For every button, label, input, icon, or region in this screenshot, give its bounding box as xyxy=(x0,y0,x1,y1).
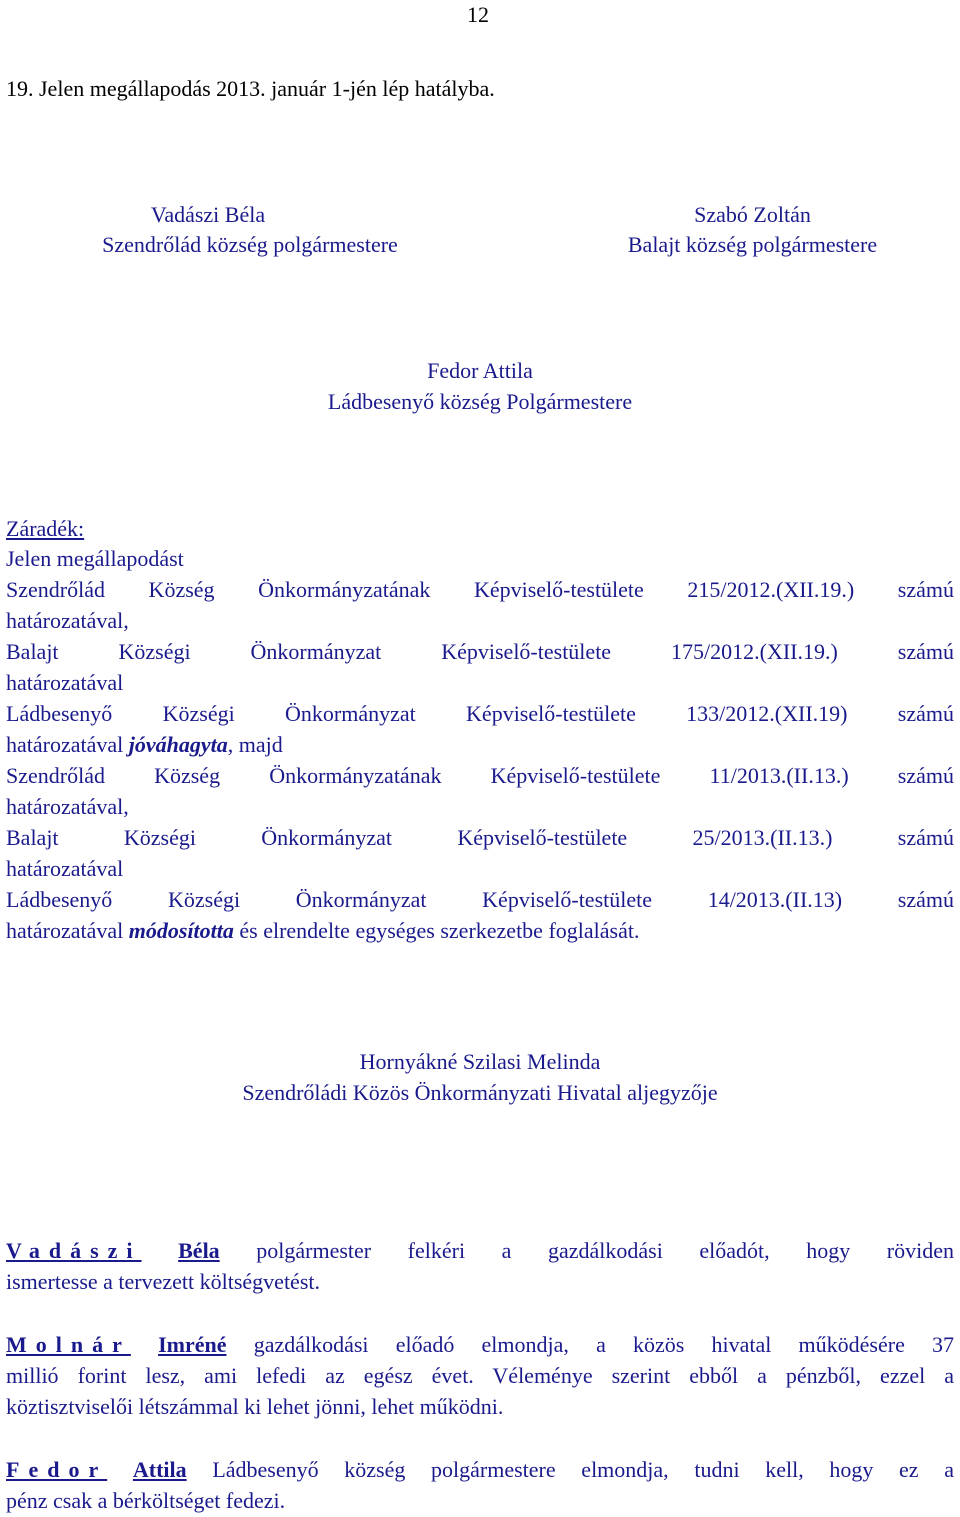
speaker-name: Béla xyxy=(178,1238,220,1263)
clause-line: Jelen megállapodást xyxy=(6,546,184,571)
paragraph-2-line: köztisztviselői létszámmal ki lehet jönni, lehet működni. xyxy=(6,1394,504,1419)
clause-text: , majd xyxy=(227,732,283,757)
speaker-name: Attila xyxy=(132,1457,187,1482)
paragraph-3-line: pénz csak a bérköltséget fedezi. xyxy=(6,1488,286,1513)
paragraph-2-line xyxy=(6,1332,954,1358)
signature-center-name: Fedor Attila xyxy=(427,358,533,383)
clause-emphasis: módosította xyxy=(128,918,234,943)
clause-line: Ládbesenyő Községi Önkormányzat Képviselő-testülete 133/2012.(XII.19) számú xyxy=(6,701,954,726)
clause-line: határozatával xyxy=(6,856,124,881)
paragraph-2-line: millió forint lesz, ami lefedi az egész évet. Véleménye szerint ebből a pénzből, ezzel a xyxy=(6,1363,954,1388)
clause-modification-line xyxy=(6,918,639,944)
clause-text: határozatával xyxy=(6,918,129,943)
speaker-name: Fedor xyxy=(6,1457,108,1482)
signature-center-title: Ládbesenyő község Polgármestere xyxy=(327,389,633,414)
paragraph-text: Ládbesenyő község polgármestere elmondja, tudni kell, hogy ez a xyxy=(212,1457,955,1482)
signature-right-name: Szabó Zoltán xyxy=(694,202,811,227)
clause-approval-line xyxy=(6,732,283,758)
clause-line: Balajt Községi Önkormányzat Képviselő-testülete 25/2013.(II.13.) számú xyxy=(6,825,954,850)
signature-left-name: Vadászi Béla xyxy=(150,202,266,227)
signature-left-title: Szendrőlád község polgármestere xyxy=(102,232,398,257)
paragraph-3-line xyxy=(6,1457,954,1483)
item-19-text: 19. Jelen megállapodás 2013. január 1-jén lép hatályba. xyxy=(6,76,495,101)
notary-title: Szendrőládi Közös Önkormányzati Hivatal aljegyzője xyxy=(242,1080,718,1105)
clause-line: Balajt Községi Önkormányzat Képviselő-testülete 175/2012.(XII.19.) számú xyxy=(6,639,954,664)
clause-emphasis: jóváhagyta xyxy=(128,732,228,757)
clause-text: és elrendelte egységes szerkezetbe foglalását. xyxy=(233,918,640,943)
clause-line: határozatával, xyxy=(6,794,129,819)
speaker-name: Imréné xyxy=(158,1332,227,1357)
clause-line: Ládbesenyő Községi Önkormányzat Képviselő-testülete 14/2013.(II.13) számú xyxy=(6,887,954,912)
paragraph-text: polgármester felkéri a gazdálkodási előadót, hogy röviden xyxy=(256,1238,955,1263)
signature-right-title: Balajt község polgármestere xyxy=(627,232,878,257)
page-number: 12 xyxy=(467,2,489,27)
paragraph-text: gazdálkodási előadó elmondja, a közös hivatal működésére 37 xyxy=(253,1332,955,1357)
speaker-name: Molnár xyxy=(6,1332,131,1357)
clause-line: Szendrőlád Község Önkormányzatának Képviselő-testülete 11/2013.(II.13.) számú xyxy=(6,763,954,788)
clause-line: Szendrőlád Község Önkormányzatának Képviselő-testülete 215/2012.(XII.19.) számú xyxy=(6,577,954,602)
clause-line: határozatával, xyxy=(6,608,129,633)
notary-name: Hornyákné Szilasi Melinda xyxy=(359,1049,601,1074)
paragraph-1-line xyxy=(6,1238,954,1264)
speaker-name: Vadászi xyxy=(6,1238,142,1263)
clause-text: határozatával xyxy=(6,732,129,757)
paragraph-1-line: ismertesse a tervezett költségvetést. xyxy=(6,1269,320,1294)
clause-heading: Záradék: xyxy=(6,516,85,541)
clause-line: határozatával xyxy=(6,670,124,695)
